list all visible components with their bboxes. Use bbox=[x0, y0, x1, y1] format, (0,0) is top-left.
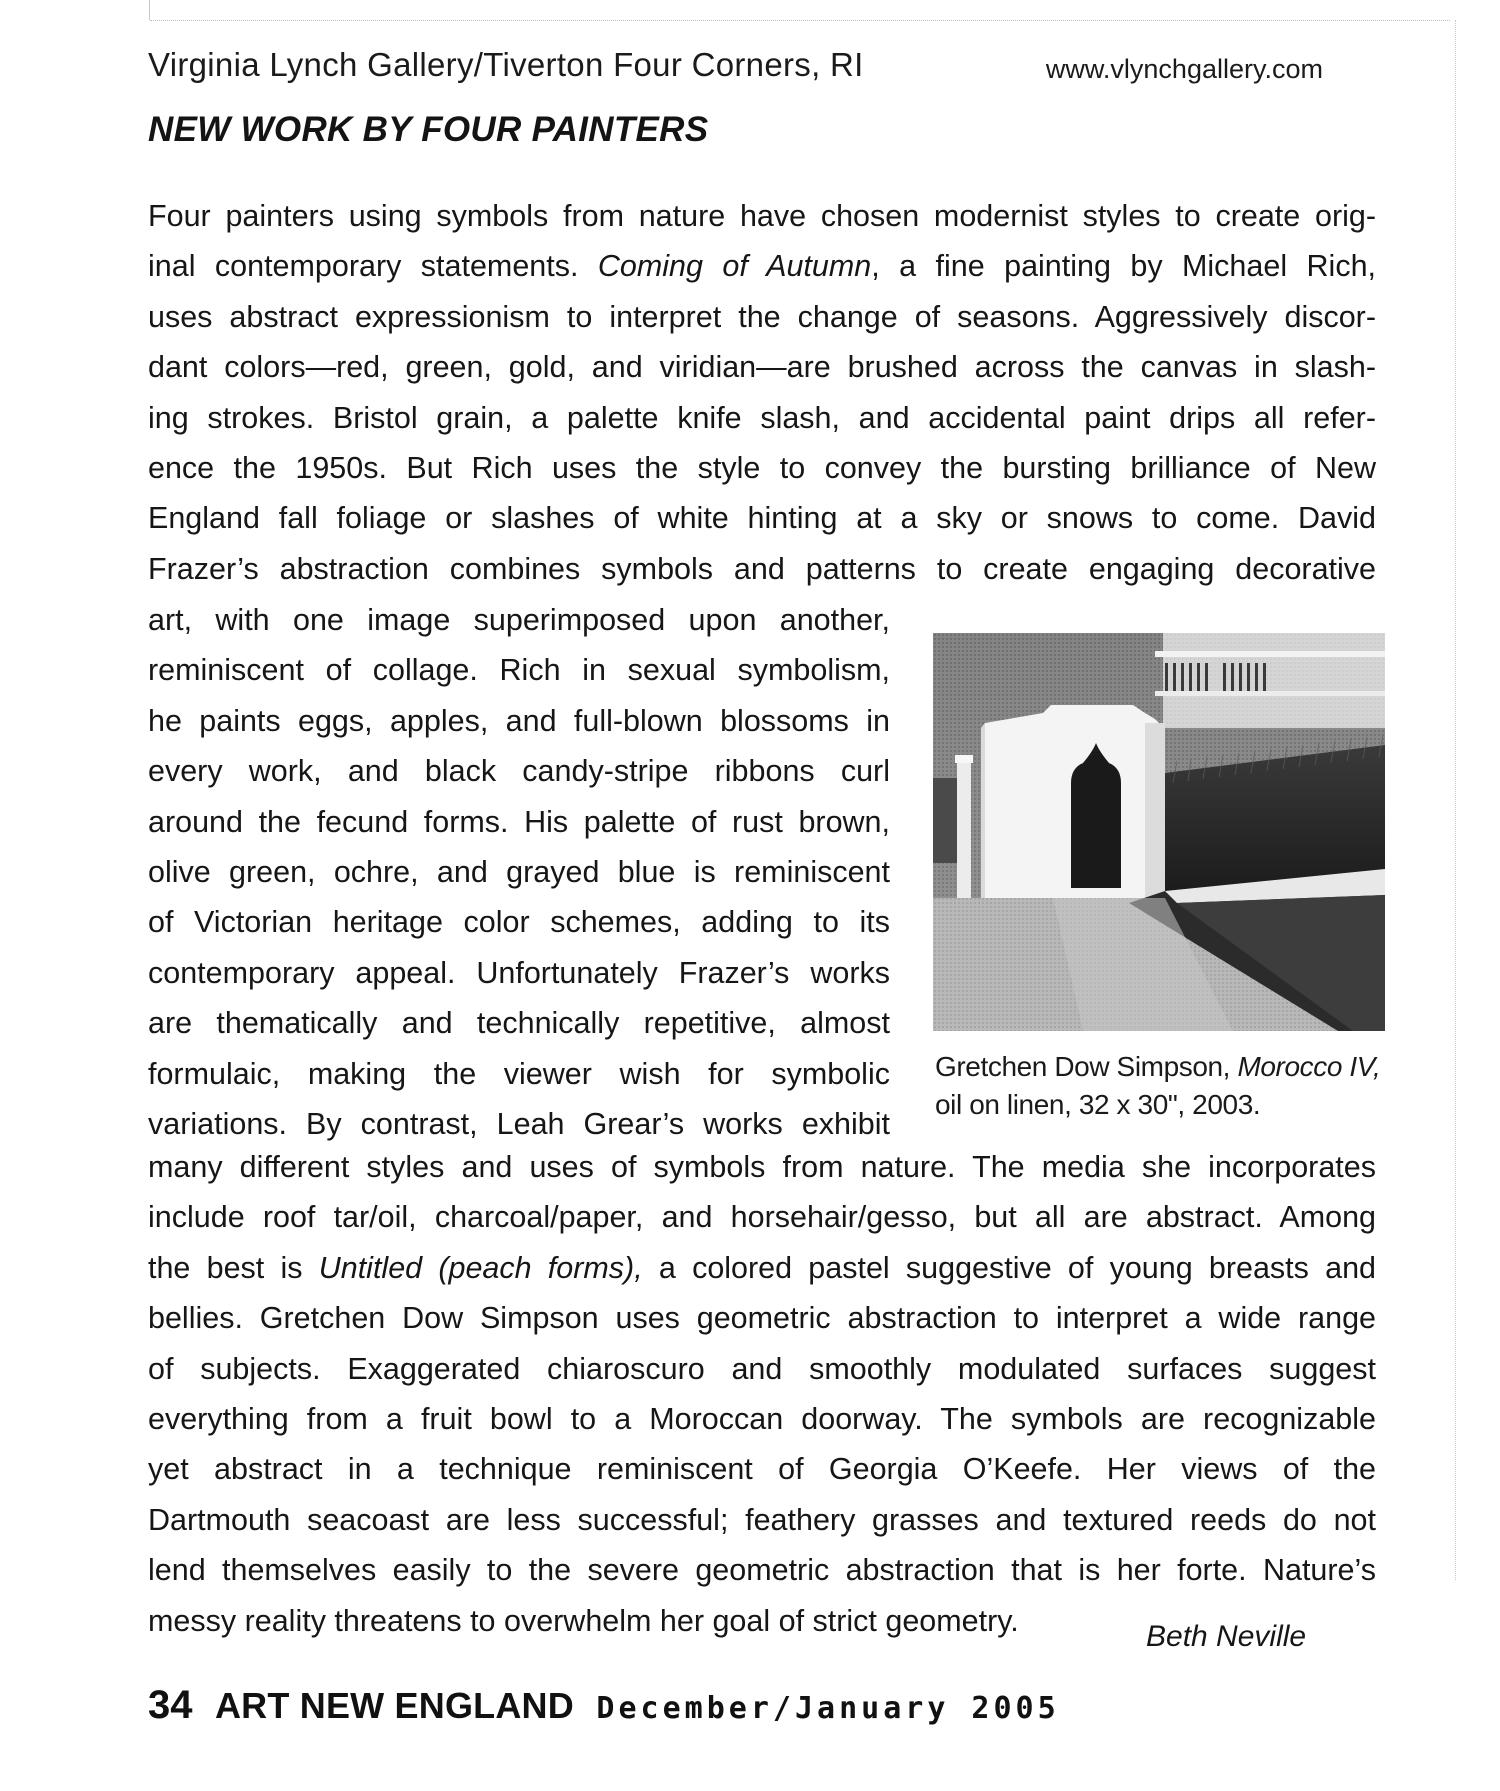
article-text-run: inal contemporary statements. bbox=[148, 249, 598, 284]
article-line: he paints eggs, apples, and full-blown blossoms in bbox=[148, 703, 890, 738]
article-line: are thematically and technically repetitive, almost bbox=[148, 1006, 890, 1041]
article-line: dant colors—red, green, gold, and viridian—are brushed across the canvas in slash- bbox=[148, 350, 1376, 385]
article-text-run: the best is bbox=[148, 1250, 319, 1285]
caption-line-1 bbox=[935, 1048, 1385, 1086]
artwork-morocco-iv-image bbox=[933, 633, 1385, 1031]
caption-details: oil on linen, 32 x 30", 2003. bbox=[935, 1089, 1261, 1120]
magazine-name: ART NEW ENGLAND bbox=[214, 1685, 574, 1726]
artwork-title-italic: Coming of Autumn bbox=[597, 249, 872, 284]
article-line: around the fecund forms. His palette of rust brown, bbox=[148, 804, 890, 839]
article-line: contemporary appeal. Unfortunately Frazer’s works bbox=[148, 955, 890, 990]
caption-artist: Gretchen Dow Simpson, bbox=[935, 1051, 1238, 1082]
artwork-caption bbox=[935, 1048, 1385, 1124]
article-line: messy reality threatens to overwhelm her goal of strict geometry. bbox=[148, 1603, 1019, 1638]
scan-edge-top bbox=[150, 20, 1450, 21]
article-line: bellies. Gretchen Dow Simpson uses geometric abstraction to interpret a wide range bbox=[148, 1301, 1376, 1336]
article-line: everything from a fruit bowl to a Moroccan doorway. The symbols are recognizable bbox=[148, 1401, 1376, 1436]
scan-edge-right bbox=[1455, 20, 1456, 1580]
article-line: of Victorian heritage color schemes, adding to its bbox=[148, 905, 890, 940]
article-body-wrapped bbox=[148, 595, 890, 1149]
article-line: olive green, ochre, and grayed blue is reminiscent bbox=[148, 854, 890, 889]
artwork-title-italic: Untitled (peach forms), bbox=[318, 1250, 643, 1285]
article-line: Dartmouth seacoast are less successful; feathery grasses and textured reeds do not bbox=[148, 1502, 1376, 1537]
article-line: formulaic, making the viewer wish for symbolic bbox=[148, 1056, 890, 1091]
article-line: lend themselves easily to the severe geometric abstraction that is her forte. Nature’s bbox=[148, 1553, 1376, 1588]
article-text-run: a colored pastel suggestive of young breasts and bbox=[642, 1250, 1376, 1285]
article-line: yet abstract in a technique reminiscent of Georgia O’Keefe. Her views of the bbox=[148, 1452, 1376, 1487]
article-line: England fall foliage or slashes of white hinting at a sky or snows to come. David bbox=[148, 501, 1376, 536]
article-line: include roof tar/oil, charcoal/paper, and horsehair/gesso, but all are abstract. Among bbox=[148, 1200, 1376, 1235]
article-line: Frazer’s abstraction combines symbols and patterns to create engaging decorative bbox=[148, 551, 1376, 586]
article-line bbox=[148, 1243, 1376, 1293]
article-body-top bbox=[148, 191, 1376, 594]
article-line: every work, and black candy-stripe ribbons curl bbox=[148, 754, 890, 789]
article-line: variations. By contrast, Leah Grear’s works exhibit bbox=[148, 1106, 890, 1141]
author-byline: Beth Neville bbox=[1146, 1620, 1307, 1653]
article-line: ence the 1950s. But Rich uses the style to convey the bursting brilliance of New bbox=[148, 450, 1376, 485]
article-line bbox=[148, 241, 1376, 291]
page-number: 34 bbox=[148, 1683, 193, 1727]
article-line: uses abstract expressionism to interpret the change of seasons. Aggressively discor- bbox=[148, 299, 1376, 334]
article-line: many different styles and uses of symbols from nature. The media she incorporates bbox=[148, 1150, 1376, 1184]
caption-title: Morocco IV, bbox=[1237, 1051, 1381, 1082]
article-line: reminiscent of collage. Rich in sexual symbolism, bbox=[148, 653, 890, 688]
scan-edge-left bbox=[149, 0, 150, 20]
article-line: of subjects. Exaggerated chiaroscuro and smoothly modulated surfaces suggest bbox=[148, 1351, 1376, 1386]
article-line: ing strokes. Bristol grain, a palette knife slash, and accidental paint drips all refer- bbox=[148, 400, 1376, 435]
issue-date: December/January 2005 bbox=[596, 1691, 1060, 1726]
page-footer bbox=[148, 1683, 1060, 1733]
review-header bbox=[148, 46, 1323, 90]
article-headline: NEW WORK BY FOUR PAINTERS bbox=[148, 110, 709, 149]
gallery-venue: Virginia Lynch Gallery/Tiverton Four Corners, RI bbox=[148, 46, 864, 83]
gallery-website: www.vlynchgallery.com bbox=[1045, 54, 1323, 84]
article-line: art, with one image superimposed upon another, bbox=[148, 603, 890, 637]
article-line: Four painters using symbols from nature have chosen modernist styles to create orig- bbox=[148, 199, 1376, 233]
article-body-bottom bbox=[148, 1142, 1376, 1646]
article-text-run: , a fine painting by Michael Rich, bbox=[871, 249, 1376, 284]
